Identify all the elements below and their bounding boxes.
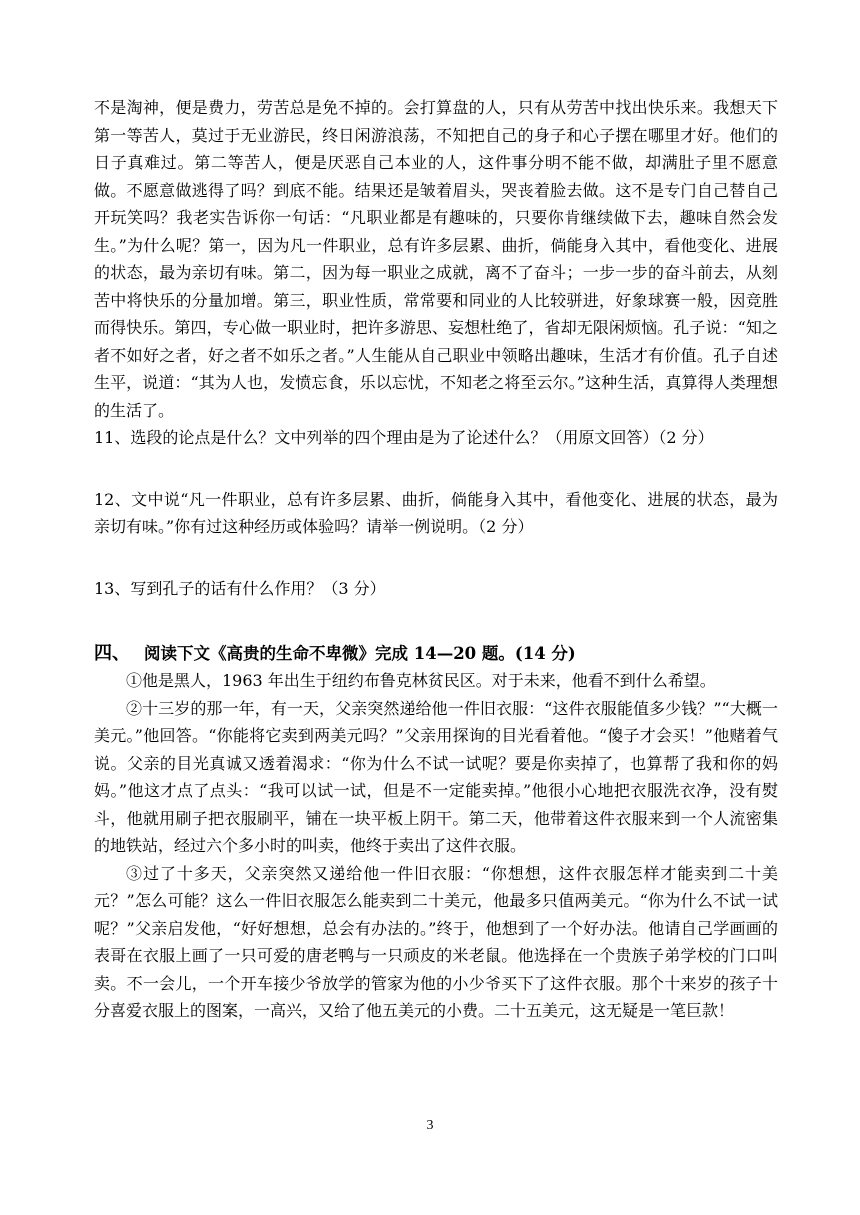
question-13: 13、写到孔子的话有什么作用？（3 分）	[94, 578, 386, 598]
section-number: 四、	[94, 643, 130, 664]
answer-space-13	[94, 602, 778, 640]
answer-space-12	[94, 541, 778, 575]
section-title: 阅读下文《高贵的生命不卑微》完成 14—20 题。(14 分)	[144, 644, 576, 663]
section-heading	[94, 640, 778, 667]
story-paragraph-2: ②十三岁的那一年，有一天，父亲突然递给他一件旧衣服：“这件衣服能值多少钱？”“大概一美元。”他回答。“你能将它卖到两美元吗？”父亲用探询的目光看着他。“傻子才会买！”他赌着气说。父亲的目光真诚又透着渴求：“你为什么不试一试呢？要是你卖掉了，也算帮了我和你的妈妈。”他这才点了点头：“我可以试一试，但是不一定能卖掉。”他很小心地把衣服洗衣净，没有熨斗，他就用刷子把衣服刷平，铺在一块平板上阴干。第二天，他带着这件衣服来到一个人流密集的地铁站，经过六个多小时的叫卖，他终于卖出了这件衣服。	[94, 698, 778, 855]
question-12: 12、文中说“凡一件职业，总有许多层累、曲折，倘能身入其中，看他变化、进展的状态，最为亲切有味。”你有过这种经历或体验吗？请举一例说明。（2 分）	[94, 489, 778, 536]
passage-continuation: 不是淘神，便是费力，劳苦总是免不掉的。会打算盘的人，只有从劳苦中找出快乐来。我想天下第一等苦人，莫过于无业游民，终日闲游浪荡，不知把自己的身子和心子摆在哪里才好。他们的日子真难过。第二等苦人，便是厌恶自己本业的人，这件事分明不能不做，却满肚子里不愿意做。不愿意做逃得了吗？到底不能。结果还是皱着眉头，哭丧着脸去做。这不是专门自己替自己开玩笑吗？我老实告诉你一句话：“凡职业都是有趣味的，只要你肯继续做下去，趣味自然会发生。”为什么呢？第一，因为凡一件职业，总有许多层累、曲折，倘能身入其中，看他变化、进展的状态，最为亲切有味。第二，因为每一职业之成就，离不了奋斗；一步一步的奋斗前去，从刻苦中将快乐的分量加增。第三，职业性质，常常要和同业的人比较骈进，好象球赛一般，因竞胜而得快乐。第四，专心做一职业时，把许多游思、妄想杜绝了，省却无限闲烦恼。孔子说：“知之者不如好之者，好之者不如乐之者。”人生能从自己职业中领略出趣味，生活才有价值。孔子自述生平，说道：“其为人也，发愤忘食，乐以忘忧，不知老之将至云尔。”这种生活，真算得人类理想的生活了。	[94, 98, 778, 420]
story-paragraph-3: ③过了十多天，父亲突然又递给他一件旧衣服：“你想想，这件衣服怎样才能卖到二十美元？”怎么可能？这么一件旧衣服怎么能卖到二十美元，他最多只值两美元。“你为什么不试一试呢？”父亲启发他，“好好想想，总会有办法的。”终于，他想到了一个好办法。他请自己学画画的表哥在衣服上画了一只可爱的唐老鸭与一只顽皮的米老鼠。他选择在一个贵族子弟学校的门口叫卖。不一会儿，一个开车接少爷放学的管家为他的小少爷买下了这件衣服。那个十来岁的孩子十分喜爱衣服上的图案，一高兴，又给了他五美元的小费。二十五美元，这无疑是一笔巨款！	[94, 863, 778, 1020]
question-11: 11、选段的论点是什么？文中列举的四个理由是为了论述什么？（用原文回答）（2 分）	[94, 428, 714, 447]
page-content	[94, 94, 778, 1025]
answer-space-11	[94, 452, 778, 486]
page-number: 3	[426, 1118, 434, 1133]
story-paragraph-1: ①他是黑人，1963 年出生于纽约布鲁克林贫民区。对于未来，他看不到什么希望。	[126, 671, 716, 690]
